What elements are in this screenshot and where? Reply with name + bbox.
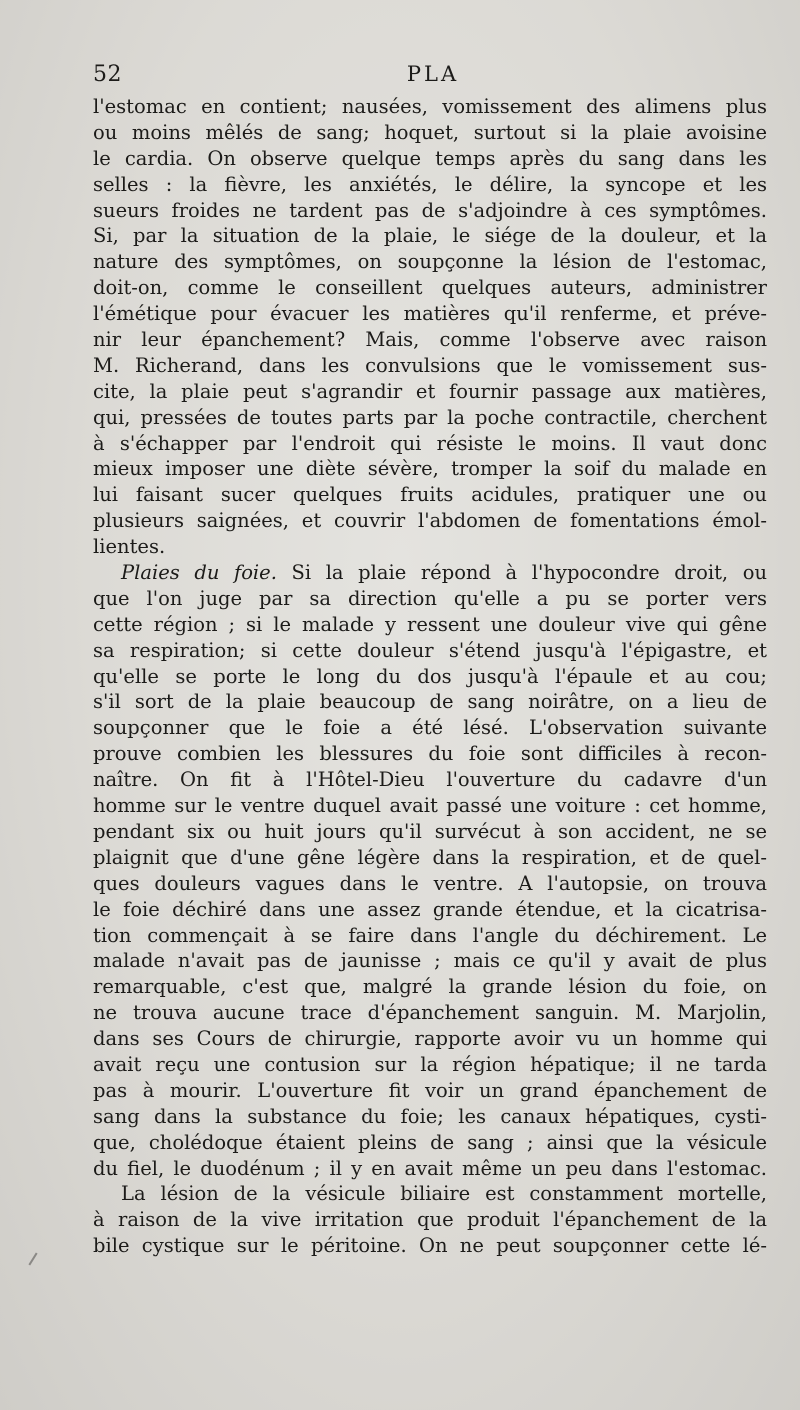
text-line: prouve combien les blessures du foie sont difficiles à recon-	[93, 742, 767, 766]
text-line: le foie déchiré dans une assez grande étendue, et la cicatrisa-	[93, 897, 767, 921]
text-line: avait reçu une contusion sur la région hépatique; il ne tarda	[93, 1052, 767, 1076]
text-line: sueurs froides ne tardent pas de s'adjoindre à ces symptômes.	[93, 198, 767, 222]
text-line: le cardia. On observe quelque temps après du sang dans les	[93, 146, 767, 170]
text-line: doit-on, comme le conseillent quelques auteurs, administrer	[93, 276, 767, 300]
text-line: selles : la fièvre, les anxiétés, le délire, la syncope et les	[93, 172, 767, 196]
text-line: Si, par la situation de la plaie, le siége de la douleur, et la	[93, 224, 767, 248]
text-line: ou moins mêlés de sang; hoquet, surtout si la plaie avoisine	[93, 120, 767, 144]
text-line: soupçonner que le foie a été lésé. L'observation suivante	[93, 716, 767, 740]
text-line: nature des symptômes, on soupçonne la lésion de l'estomac,	[93, 250, 767, 274]
text-line: ne trouva aucune trace d'épanchement sanguin. M. Marjolin,	[93, 1001, 767, 1025]
text-line: naître. On fit à l'Hôtel-Dieu l'ouverture du cadavre d'un	[93, 768, 767, 792]
text-line: lui faisant sucer quelques fruits acidules, pratiquer une ou	[93, 483, 767, 507]
section-heading: Plaies du foie.	[121, 561, 277, 585]
text-line: malade n'avait pas de jaunisse ; mais ce qu'il y avait de plus	[93, 949, 767, 973]
text-line: pendant six ou huit jours qu'il survécut à son accident, ne se	[93, 819, 767, 843]
section-line	[93, 560, 767, 586]
text-line: tion commençait à se faire dans l'angle du déchirement. Le	[93, 923, 767, 947]
body-text	[93, 94, 767, 1259]
text-line-fragment: Si la plaie répond à l'hypocondre droit, ou	[291, 561, 768, 585]
text-line: l'émétique pour évacuer les matières qu'il renferme, et préve-	[93, 302, 767, 326]
running-head: PLA	[406, 62, 460, 86]
text-line: homme sur le ventre duquel avait passé une voiture : cet homme,	[93, 794, 767, 818]
text-line: ques douleurs vagues dans le ventre. A l'autopsie, on trouva	[93, 871, 767, 895]
page-header	[93, 62, 773, 94]
text-line: La lésion de la vésicule biliaire est constamment mortelle,	[121, 1182, 767, 1206]
text-line: sa respiration; si cette douleur s'étend jusqu'à l'épigastre, et	[93, 638, 767, 662]
text-line: que l'on juge par sa direction qu'elle a pu se porter vers	[93, 586, 767, 610]
page-number: 52	[93, 62, 122, 87]
text-line: s'il sort de la plaie beaucoup de sang noirâtre, on a lieu de	[93, 690, 767, 714]
text-line: sang dans la substance du foie; les canaux hépatiques, cysti-	[93, 1104, 767, 1128]
text-line: cette région ; si le malade y ressent une douleur vive qui gêne	[93, 612, 767, 636]
text-line: nir leur épanchement? Mais, comme l'observe avec raison	[93, 328, 767, 352]
text-line: l'estomac en contient; nausées, vomissement des alimens plus	[93, 95, 767, 118]
text-line: qu'elle se porte le long du dos jusqu'à l'épaule et au cou;	[93, 664, 767, 688]
text-line: qui, pressées de toutes parts par la poche contractile, cherchent	[93, 405, 767, 429]
text-line: du fiel, le duodénum ; il y en avait même un peu dans l'estomac.	[93, 1156, 767, 1180]
text-line: cite, la plaie peut s'agrandir et fournir passage aux matières,	[93, 379, 767, 403]
text-line: plaignit que d'une gêne légère dans la respiration, et de quel-	[93, 845, 767, 869]
text-line: remarquable, c'est que, malgré la grande lésion du foie, on	[93, 975, 767, 999]
text-line: lientes.	[93, 535, 166, 559]
stray-ink-mark	[28, 1253, 37, 1266]
text-line: bile cystique sur le péritoine. On ne peut soupçonner cette lé-	[93, 1234, 767, 1258]
text-line: à raison de la vive irritation que produit l'épanchement de la	[93, 1208, 767, 1232]
text-line: que, cholédoque étaient pleins de sang ; ainsi que la vésicule	[93, 1130, 767, 1154]
text-line: M. Richerand, dans les convulsions que le vomissement sus-	[93, 353, 767, 377]
text-line: mieux imposer une diète sévère, tromper la soif du malade en	[93, 457, 767, 481]
text-line: plusieurs saignées, et couvrir l'abdomen de fomentations émol-	[93, 509, 767, 533]
text-line: à s'échapper par l'endroit qui résiste le moins. Il vaut donc	[93, 431, 767, 455]
text-line: dans ses Cours de chirurgie, rapporte avoir vu un homme qui	[93, 1027, 767, 1051]
text-line: pas à mourir. L'ouverture fit voir un grand épanchement de	[93, 1078, 767, 1102]
